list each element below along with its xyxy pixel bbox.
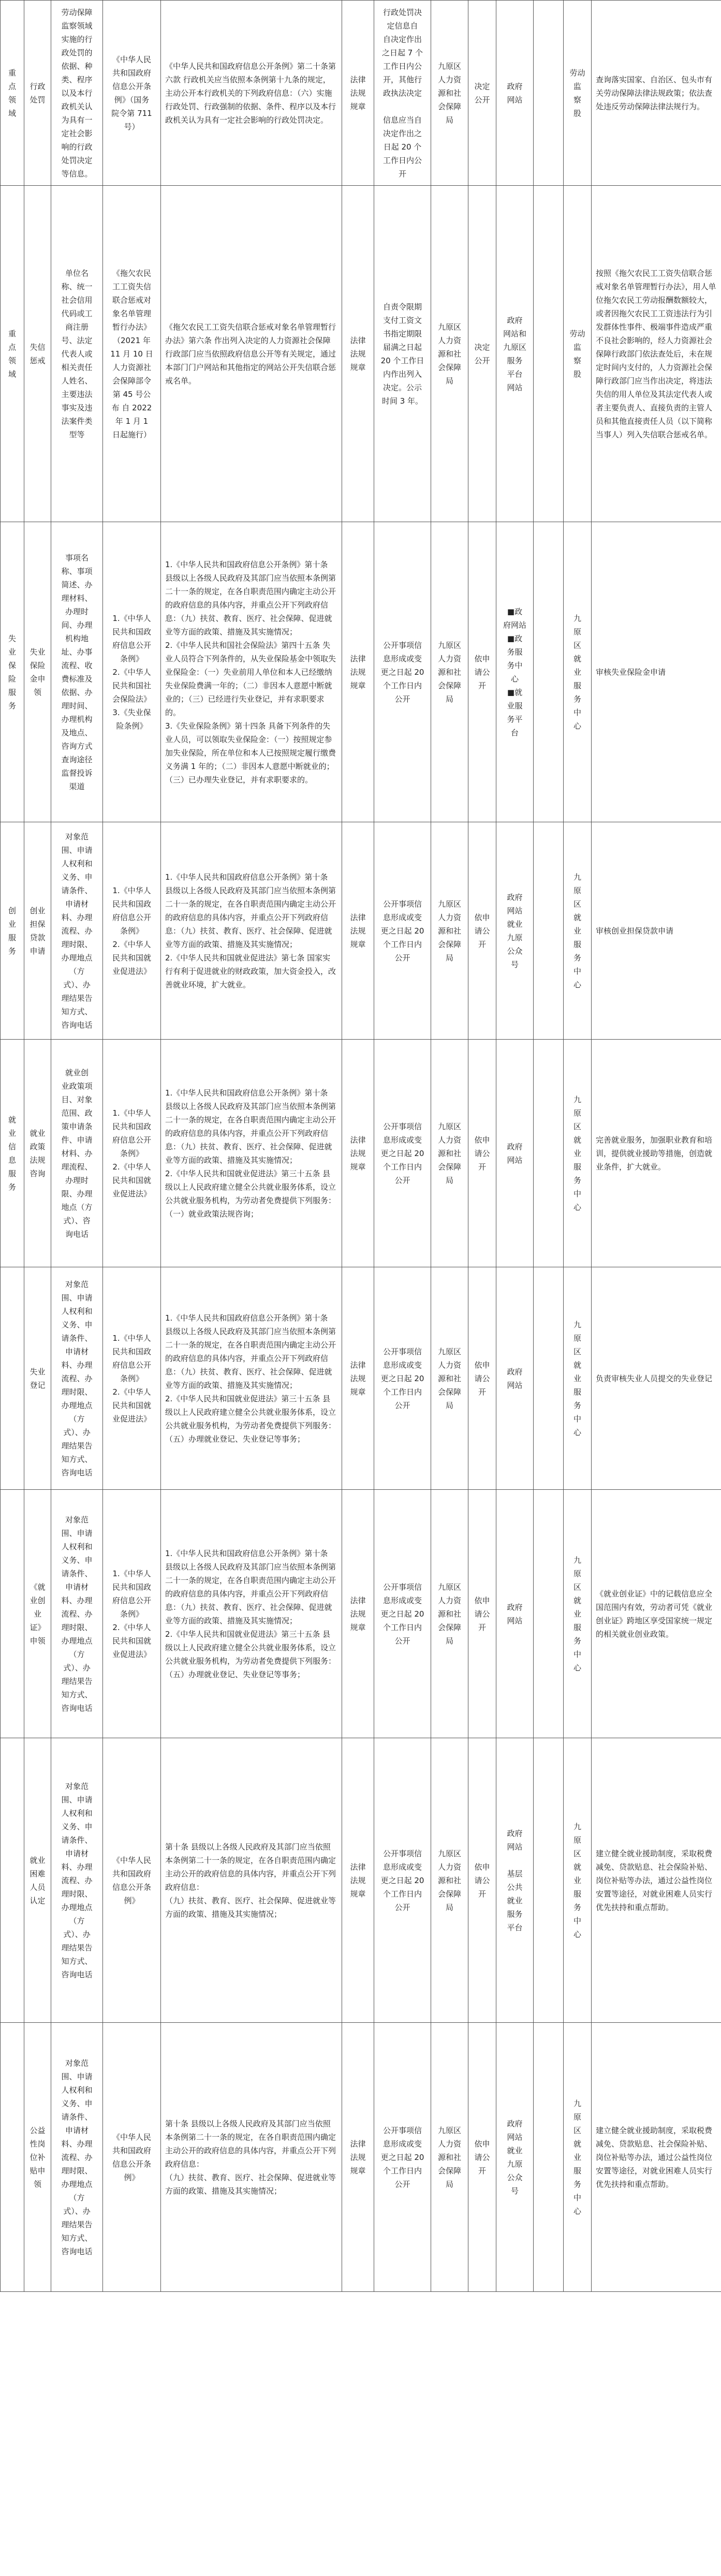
timeframe-cell — [374, 522, 431, 822]
department-cell-text: 劳动 监 察 股 — [569, 68, 585, 118]
content-cell — [51, 2023, 103, 2292]
department-cell-text: 九 原 区 就 业 服 务 中 心 — [573, 1555, 581, 1672]
mode-cell — [468, 822, 496, 1040]
type-cell-text: 法律 法规 规章 — [350, 1360, 366, 1397]
department-cell-text: 九 原 区 就 业 服 务 中 心 — [573, 1822, 581, 1939]
table-row — [1, 1040, 721, 1267]
agency-cell-text: 九原区 人力资 源和社 会保障 局 — [437, 322, 461, 386]
basis-cell-text: 1.《中华人 民共和国政 府信息公开 条例》 2.《中华人 民共和国社 会保险法》 3.《失业保 险条例》 — [112, 613, 151, 731]
basis-cell — [103, 522, 161, 822]
department-cell — [564, 522, 592, 822]
timeframe-cell — [374, 822, 431, 1040]
content-cell-text: 对象范 围、申请 人权利和 义务、申 请条件、 申请材 料、办理 流程、办 理时限、 办理地点 （方 式）、办 理结果告 知方式、 咨询电话 — [61, 1515, 93, 1713]
channel-cell — [496, 1, 534, 186]
legal-basis-cell — [161, 186, 342, 522]
category-cell — [1, 1490, 24, 1738]
scope-cell — [534, 822, 564, 1040]
scope-cell — [534, 2023, 564, 2292]
department-cell — [564, 1040, 592, 1267]
basis-cell-text: 1.《中华人 民共和国政 府信息公开 条例》 2.《中华人 民共和国就 业促进法》 — [112, 1333, 151, 1424]
description-cell — [592, 522, 721, 822]
department-cell-text: 九 原 区 就 业 服 务 中 心 — [573, 872, 581, 989]
item-cell — [24, 186, 51, 522]
timeframe-cell-text: 公开事项信 息形成或变 更之日起 20 个工作日内 公开 — [380, 1346, 424, 1410]
timeframe-cell-text: 公开事项信 息形成或变 更之日起 20 个工作日内 公开 — [380, 1121, 424, 1185]
agency-cell — [431, 186, 468, 522]
item-cell — [24, 822, 51, 1040]
timeframe-cell — [374, 1738, 431, 2023]
content-cell — [51, 1, 103, 186]
department-cell — [564, 1490, 592, 1738]
basis-cell — [103, 1490, 161, 1738]
type-cell — [342, 1, 374, 186]
channel-cell-text: 政府 网站 基层 公共 就业 服务 平台 — [507, 1828, 523, 1932]
basis-cell-text: 《中华人民 共和国政府 信息公开条 例》 — [112, 1855, 151, 1905]
type-cell-text: 法律 法规 规章 — [350, 1135, 366, 1172]
legal-basis-cell-text: 1.《中华人民共和国政府信息公开条例》第十条 县级以上各级人民政府及其部门应当依照本条例第二十一条的规定，在各自职责范围内确定主动公开的政府信息的具体内容，并重点公开下列政府信息：（九）扶贫、教育、医疗、社会保障、促进就业等方面的政策、措施及其实施情况； 2.《中华人民共和国就业促进法》第三十五条 县级以上人民政府建立健全公共就业服务体系，设立公共就业服务机构，为劳动者免费提供下列服务：（五）办理就业登记、失业登记等事务； — [165, 1313, 336, 1444]
description-cell — [592, 1490, 721, 1738]
type-cell — [342, 1267, 374, 1490]
category-cell — [1, 1, 24, 186]
content-cell-text: 对象范 围、申请 人权利和 义务、申 请条件、 申请材 料、办理 流程、办 理时限、 办理地点 （方 式）、办 理结果告 知方式、 咨询电话 — [61, 2058, 93, 2256]
description-cell-text: 审核创业担保贷款申请 — [596, 926, 674, 936]
mode-cell-text: 决定 公开 — [474, 81, 490, 105]
agency-cell — [431, 522, 468, 822]
basis-cell-text: 1.《中华人 民共和国政 府信息公开 条例》 2.《中华人 民共和国就 业促进法》 — [112, 1568, 151, 1659]
agency-cell-text: 九原区 人力资 源和社 会保障 局 — [437, 2125, 461, 2189]
category-cell — [1, 186, 24, 522]
agency-cell-text: 九原区 人力资 源和社 会保障 局 — [437, 1848, 461, 1912]
channel-cell-text: 政府 网站 — [507, 81, 523, 105]
agency-cell-text: 九原区 人力资 源和社 会保障 局 — [437, 1121, 461, 1185]
timeframe-cell-text: 公开事项信 息形成或变 更之日起 20 个工作日内 公开 — [380, 640, 424, 704]
legal-basis-cell — [161, 522, 342, 822]
table-row — [1, 1, 721, 186]
mode-cell — [468, 2023, 496, 2292]
content-cell — [51, 1040, 103, 1267]
type-cell-text: 法律 法规 规章 — [350, 1595, 366, 1632]
item-cell — [24, 2023, 51, 2292]
legal-basis-cell-text: 1.《中华人民共和国政府信息公开条例》第十条 县级以上各级人民政府及其部门应当依照本条例第二十一条的规定，在各自职责范围内确定主动公开的政府信息的具体内容，并重点公开下列政府信息：（九）扶贫、教育、医疗、社会保障、促进就业等方面的政策、措施及其实施情况； 2.《中华人民共和国社会保险法》第四十五条 失业人员符合下列条件的，从失业保险基金中领取失业保险金：（一）失业前用人单位和本人已经缴纳失业保险费满一年的；（二）非因本人意愿中断就业的；（三）已经进行失业登记，并有求职要求的。 3.《失业保险条例》第十四条 具备下列条件的失业人员，可以领取失业保险金：（一）按照规定参加失业保险，所在单位和本人已按照规定履行缴费义务满 1 年的；（二）非因本人意愿中断就业的；（三）已办理失业登记，并有求职要求的。 — [165, 559, 336, 784]
content-cell-text: 事项名 称、事项 简述、办 理材料、 办理时 间、办理 机构地 址、办事 流程、收 费标准及 依据、办 理时间、 办理机构 及地点、 咨询方式 查询途径 监督投诉 渠道 — [61, 553, 93, 791]
channel-cell — [496, 1738, 534, 2023]
scope-cell — [534, 1267, 564, 1490]
timeframe-cell-text: 行政处罚决 定信息自 自决定作出 之日起 7 个 工作日内公 开，其他行 政执法决定 信息应当自 决定作出之 日起 20 个 工作日内公 开 — [381, 7, 423, 179]
basis-cell-text: 1.《中华人 民共和国政 府信息公开 条例》 2.《中华人 民共和国就 业促进法》 — [112, 1108, 151, 1198]
timeframe-cell-text: 公开事项信 息形成或变 更之日起 20 个工作日内 公开 — [380, 1582, 424, 1646]
type-cell — [342, 1040, 374, 1267]
department-cell — [564, 822, 592, 1040]
department-cell-text: 九 原 区 就 业 服 务 中 心 — [573, 1094, 581, 1212]
legal-basis-cell — [161, 1267, 342, 1490]
department-cell — [564, 1267, 592, 1490]
department-cell-text: 九 原 区 就 业 服 务 中 心 — [573, 2098, 581, 2216]
mode-cell-text: 依申 请公 开 — [474, 1135, 490, 1172]
mode-cell-text: 依申 请公 开 — [474, 654, 490, 690]
timeframe-cell — [374, 1267, 431, 1490]
table-row — [1, 522, 721, 822]
description-cell-text: 完善就业服务，加强职业教育和培训，提供就业援助等措施，创造就业条件，扩大就业。 — [596, 1135, 713, 1172]
description-cell-text: 建立健全就业援助制度，采取税费减免、贷款贴息、社会保险补贴、岗位补贴等办法，通过公益性岗位安置等途径，对就业困难人员实行优先扶持和重点帮助。 — [596, 1848, 713, 1912]
category-cell-text: 创 业 服 务 — [8, 906, 16, 956]
content-cell — [51, 186, 103, 522]
basis-cell-text: 《中华人民 共和国政府 信息公开条 例》（国务 院令第 711 号） — [111, 54, 152, 131]
description-cell — [592, 1267, 721, 1490]
item-cell — [24, 1, 51, 186]
mode-cell-text: 依申 请公 开 — [474, 1862, 490, 1899]
content-cell-text: 对象范 围、申请 人权利和 义务、申 请条件、 申请材 料、办理 流程、办 理时限、 办理地点 （方 式）、办 理结果告 知方式、 咨询电话 — [61, 1781, 93, 1979]
agency-cell-text: 九原区 人力资 源和社 会保障 局 — [437, 1346, 461, 1410]
legal-basis-cell — [161, 1490, 342, 1738]
type-cell — [342, 1738, 374, 2023]
table-row — [1, 2023, 721, 2292]
timeframe-cell-text: 自责令限期 支付工资文 书指定期限 届满之日起 20 个工作日 内作出列入 决定。公示 时间 3 年。 — [380, 302, 424, 406]
timeframe-cell — [374, 2023, 431, 2292]
item-cell-text: 就业 困难 人员 认定 — [30, 1855, 46, 1905]
content-cell — [51, 522, 103, 822]
agency-cell-text: 九原区 人力资 源和社 会保障 局 — [437, 1582, 461, 1646]
timeframe-cell-text: 公开事项信 息形成或变 更之日起 20 个工作日内 公开 — [380, 2125, 424, 2189]
basis-cell — [103, 2023, 161, 2292]
content-cell-text: 对象范 围、申请 人权利和 义务、申 请条件、 申请材 料、办理 流程、办 理时限、 办理地点 （方 式）、办 理结果告 知方式、 咨询电话 — [61, 1279, 93, 1477]
legal-basis-cell — [161, 1738, 342, 2023]
category-cell-text: 就 业 信 息 服 务 — [8, 1115, 16, 1192]
description-cell — [592, 1738, 721, 2023]
item-cell-text: 失业 保险 金申 领 — [30, 647, 46, 697]
category-cell — [1, 522, 24, 822]
description-cell — [592, 186, 721, 522]
content-cell-text: 就业创 业政策项 目、对象 范围、政 策申请条 件、申请 材料、办 理流程、 办理时 限、办理 地点（方 式）、咨 询电话 — [61, 1068, 93, 1239]
channel-cell-text: ■政 府网站 ■政 务服 务中 心 ■就 业服 务平 台 — [503, 606, 526, 737]
legal-basis-cell-text: 1.《中华人民共和国政府信息公开条例》第十条 县级以上各级人民政府及其部门应当依照本条例第二十一条的规定，在各自职责范围内确定主动公开的政府信息的具体内容，并重点公开下列政府信息：（九）扶贫、教育、医疗、社会保障、促进就业等方面的政策、措施及其实施情况； 2.《中华人民共和国就业促进法》第三十五条 县级以上人民政府建立健全公共就业服务体系，设立公共就业服务机构，为劳动者免费提供下列服务：（一）就业政策法规咨询； — [165, 1088, 336, 1219]
mode-cell — [468, 1738, 496, 2023]
type-cell-text: 法律 法规 规章 — [350, 1862, 366, 1899]
table-row — [1, 1738, 721, 2023]
mode-cell — [468, 1267, 496, 1490]
description-cell-text: 审核失业保险金申请 — [596, 667, 666, 677]
channel-cell — [496, 1267, 534, 1490]
channel-cell — [496, 186, 534, 522]
content-cell — [51, 1738, 103, 2023]
mode-cell — [468, 1, 496, 186]
content-cell-text: 对象范 围、申请 人权利和 义务、申 请条件、 申请材 料、办理 流程、办 理时限、 办理地点 （方 式）、办 理结果告 知方式、 咨询电话 — [61, 832, 93, 1030]
channel-cell-text: 政府 网站 就业 九原 公众 号 — [507, 2119, 523, 2196]
legal-basis-cell-text: 《拖欠农民工工资失信联合惩戒对象名单管理暂行办法》第六条 作出列入决定的人力资源社会保障行政部门应当依照政府信息公开等有关规定，通过本部门门户网站和其他指定的网站公开失信联合惩戒名单。 — [165, 322, 336, 386]
timeframe-cell-text: 公开事项信 息形成或变 更之日起 20 个工作日内 公开 — [380, 899, 424, 963]
item-cell — [24, 1738, 51, 2023]
channel-cell — [496, 2023, 534, 2292]
table-row — [1, 822, 721, 1040]
legal-basis-cell — [161, 2023, 342, 2292]
legal-basis-cell — [161, 822, 342, 1040]
description-cell-text: 负责审核失业人员提交的失业登记 — [596, 1373, 713, 1383]
channel-cell — [496, 522, 534, 822]
legal-basis-cell — [161, 1040, 342, 1267]
description-cell — [592, 1, 721, 186]
type-cell — [342, 2023, 374, 2292]
type-cell-text: 法律 法规 规章 — [350, 335, 366, 372]
item-cell — [24, 1040, 51, 1267]
department-cell — [564, 186, 592, 522]
agency-cell — [431, 1267, 468, 1490]
scope-cell — [534, 1040, 564, 1267]
legal-basis-cell — [161, 1, 342, 186]
legal-basis-cell-text: 第十条 县级以上各级人民政府及其部门应当依照本条例第二十一条的规定，在各自职责范围内确定主动公开的政府信息的具体内容，并重点公开下列政府信息： （九）扶贫、教育、医疗、社会保障、促进就业等方面的政策、措施及其实施情况； — [165, 2119, 336, 2196]
scope-cell — [534, 1490, 564, 1738]
description-cell-text: 建立健全就业援助制度，采取税费减免、贷款贴息、社会保险补贴、岗位补贴等办法，通过公益性岗位安置等途径，对就业困难人员实行优先扶持和重点帮助。 — [596, 2125, 713, 2189]
agency-cell — [431, 1, 468, 186]
agency-cell — [431, 1490, 468, 1738]
department-cell — [564, 2023, 592, 2292]
basis-cell-text: 1.《中华人 民共和国政 府信息公开 条例》 2.《中华人 民共和国就 业促进法》 — [112, 885, 151, 976]
basis-cell — [103, 1738, 161, 2023]
department-cell — [564, 1, 592, 186]
agency-cell — [431, 2023, 468, 2292]
table-row — [1, 1490, 721, 1738]
legal-basis-cell-text: 1.《中华人民共和国政府信息公开条例》第十条 县级以上各级人民政府及其部门应当依照本条例第二十一条的规定，在各自职责范围内确定主动公开的政府信息的具体内容，并重点公开下列政府信息：（九）扶贫、教育、医疗、社会保障、促进就业等方面的政策、措施及其实施情况； 2.《中华人民共和国就业促进法》第七条 国家实行有利于促进就业的财政政策，加大资金投入，改善就业环境，扩大就业。 — [165, 872, 336, 989]
channel-cell-text: 政府 网站 就业 九原 公众 号 — [507, 892, 523, 969]
department-cell-text: 九 原 区 就 业 服 务 中 心 — [573, 1320, 581, 1437]
item-cell-text: 失业 登记 — [30, 1367, 46, 1390]
category-cell — [1, 1738, 24, 2023]
timeframe-cell — [374, 1490, 431, 1738]
category-cell-text: 重 点 领 域 — [8, 68, 16, 118]
timeframe-cell — [374, 186, 431, 522]
mode-cell-text: 依申 请公 开 — [474, 912, 490, 949]
mode-cell-text: 依申 请公 开 — [474, 1595, 490, 1632]
type-cell-text: 法律 法规 规章 — [350, 654, 366, 690]
scope-cell — [534, 1, 564, 186]
description-cell — [592, 822, 721, 1040]
item-cell — [24, 1490, 51, 1738]
category-cell — [1, 822, 24, 1040]
mode-cell-text: 依申 请公 开 — [474, 1360, 490, 1397]
department-cell-text: 九 原 区 就 业 服 务 中 心 — [573, 613, 581, 731]
category-cell — [1, 1040, 24, 1267]
agency-cell — [431, 1738, 468, 2023]
channel-cell-text: 政府 网站 — [507, 1142, 523, 1165]
type-cell-text: 法律 法规 规章 — [350, 2139, 366, 2175]
channel-cell-text: 政府 网站 — [507, 1367, 523, 1390]
basis-cell-text: 《中华人民 共和国政府 信息公开条 例》 — [112, 2132, 151, 2182]
item-cell-text: 就业 政策 法规 咨询 — [30, 1128, 46, 1178]
type-cell — [342, 186, 374, 522]
agency-cell — [431, 1040, 468, 1267]
type-cell-text: 法律 法规 规章 — [350, 75, 366, 111]
channel-cell — [496, 1040, 534, 1267]
content-cell — [51, 1267, 103, 1490]
table-row — [1, 186, 721, 522]
content-cell — [51, 1490, 103, 1738]
basis-cell — [103, 1040, 161, 1267]
timeframe-cell — [374, 1040, 431, 1267]
agency-cell — [431, 822, 468, 1040]
mode-cell-text: 决定 公开 — [474, 342, 490, 365]
item-cell-text: 《就 业创 业证》 申领 — [30, 1582, 46, 1646]
content-cell-text: 劳动保障 监察领域 实施的行 政处罚的 依据、种 类、程序 以及本行 政机关认 为具有一 定社会影 响的行政 处罚决定 等信息。 — [61, 7, 93, 179]
category-cell-text: 失 业 保 险 服 务 — [8, 633, 16, 710]
table-row — [1, 1267, 721, 1490]
type-cell — [342, 1490, 374, 1738]
channel-cell — [496, 1490, 534, 1738]
category-cell — [1, 2023, 24, 2292]
timeframe-cell — [374, 1, 431, 186]
channel-cell-text: 政府 网站 — [507, 1602, 523, 1625]
basis-cell — [103, 1, 161, 186]
item-cell-text: 公益 性岗 位补 贴申 领 — [30, 2125, 46, 2189]
channel-cell — [496, 822, 534, 1040]
mode-cell — [468, 186, 496, 522]
item-cell-text: 行政 处罚 — [30, 81, 46, 105]
department-cell-text: 劳动 监 察 股 — [569, 329, 585, 379]
channel-cell-text: 政府 网站和 九原区 服务 平台 网站 — [503, 315, 526, 392]
item-cell-text: 创业 担保 贷款 申请 — [30, 906, 46, 956]
department-cell — [564, 1738, 592, 2023]
type-cell — [342, 522, 374, 822]
legal-basis-cell-text: 《中华人民共和国政府信息公开条例》第二十条第六款 行政机关应当依照本条例第十九条的规定，主动公开本行政机关的下列政府信息：（六）实施行政处罚、行政强制的依据、条件、程序以及本行政机关认为具有一定社会影响的行政处罚决定。 — [165, 61, 336, 125]
scope-cell — [534, 522, 564, 822]
basis-cell — [103, 186, 161, 522]
description-cell — [592, 1040, 721, 1267]
category-cell — [1, 1267, 24, 1490]
basis-cell — [103, 822, 161, 1040]
agency-cell-text: 九原区 人力资 源和社 会保障 局 — [437, 640, 461, 704]
mode-cell-text: 依申 请公 开 — [474, 2139, 490, 2175]
category-cell-text: 重 点 领 域 — [8, 329, 16, 379]
item-cell — [24, 522, 51, 822]
item-cell — [24, 1267, 51, 1490]
mode-cell — [468, 1490, 496, 1738]
description-cell — [592, 2023, 721, 2292]
agency-cell-text: 九原区 人力资 源和社 会保障 局 — [437, 61, 461, 125]
content-cell — [51, 822, 103, 1040]
type-cell — [342, 822, 374, 1040]
item-cell-text: 失信 惩戒 — [30, 342, 46, 365]
agency-cell-text: 九原区 人力资 源和社 会保障 局 — [437, 899, 461, 963]
description-cell-text: 《就业创业证》中的记载信息应全国范围内有效，劳动者可凭《就业创业证》跨地区享受国家统一规定的相关就业创业政策。 — [596, 1589, 713, 1639]
content-cell-text: 单位名 称、统一 社会信用 代码或工 商注册 号、法定 代表人或 相关责任 人姓名、 主要违法 事实及违 法案件类 型等 — [61, 268, 93, 439]
description-cell-text: 查询落实国家、自治区、包头市有关劳动保障法律法规政策；依法查处违反劳动保障法律法规行为。 — [596, 75, 713, 111]
table-body — [1, 1, 721, 2292]
mode-cell — [468, 522, 496, 822]
basis-cell — [103, 1267, 161, 1490]
timeframe-cell-text: 公开事项信 息形成或变 更之日起 20 个工作日内 公开 — [380, 1848, 424, 1912]
legal-basis-cell-text: 1.《中华人民共和国政府信息公开条例》第十条 县级以上各级人民政府及其部门应当依照本条例第二十一条的规定，在各自职责范围内确定主动公开的政府信息的具体内容，并重点公开下列政府信息：（九）扶贫、教育、医疗、社会保障、促进就业等方面的政策、措施及其实施情况； 2.《中华人民共和国就业促进法》第三十五条 县级以上人民政府建立健全公共就业服务体系，设立公共就业服务机构，为劳动者免费提供下列服务：（五）办理就业登记、失业登记等事务； — [165, 1548, 336, 1679]
type-cell-text: 法律 法规 规章 — [350, 912, 366, 949]
legal-basis-cell-text: 第十条 县级以上各级人民政府及其部门应当依照本条例第二十一条的规定，在各自职责范围内确定主动公开的政府信息的具体内容，并重点公开下列政府信息： （九）扶贫、教育、医疗、社会保障、促进就业等方面的政策、措施及其实施情况； — [165, 1842, 336, 1919]
description-cell-text: 按照《拖欠农民工工资失信联合惩戒对象名单管理暂行办法》，用人单位拖欠农民工劳动报酬数额较大，或者因拖欠农民工工资违法行为引发群体性事件、极端事件造成严重不良社会影响的，经人力资源社会保障行政部门依法查处后，未在规定时间内支付的，人力资源社会保障行政部门应当作出决定，将违法失信的用人单位及其法定代表人或者主要负责人、直接负责的主管人员和其他直接责任人员（以下简称当事人）列入失信联合惩戒名单。 — [596, 268, 716, 439]
basis-cell-text: 《拖欠农民 工工资失信 联合惩戒对 象名单管理 暂行办法》 （2021 年 11 月 10 日 人力资源社 会保障部令 第 45 号公 布 自 2022 年 1 月 1 日起施行） — [110, 268, 153, 439]
mode-cell — [468, 1040, 496, 1267]
scope-cell — [534, 1738, 564, 2023]
scope-cell — [534, 186, 564, 522]
